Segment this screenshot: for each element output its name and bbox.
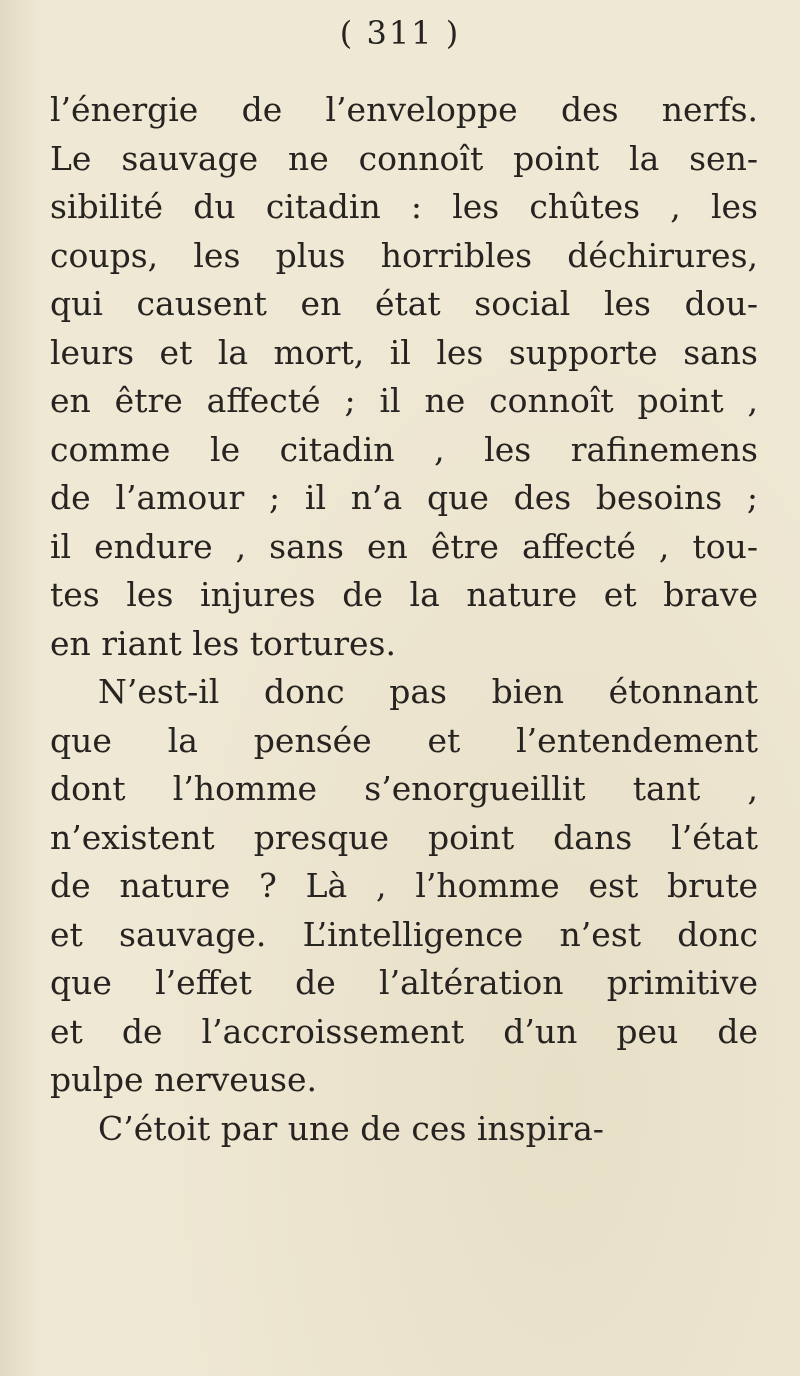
text-line: pulpe nerveuse. — [50, 1060, 318, 1099]
text-line: il endure , sans en être affecté , tou- — [50, 526, 758, 566]
text-line: coups, les plus horribles déchirures, — [50, 235, 758, 275]
text-line: et sauvage. L’intelligence n’est donc — [50, 914, 758, 954]
body-text — [50, 86, 758, 1153]
text-line: et de l’accroissement d’un peu de — [50, 1011, 758, 1051]
text-line: C’étoit par une de ces inspira- — [98, 1108, 604, 1148]
page-number: ( 311 ) — [339, 14, 461, 52]
text-line: dont l’homme s’enorgueillit tant , — [50, 769, 758, 808]
text-line: que la pensée et l’entendement — [50, 720, 758, 760]
text-line: en être affecté ; il ne connoît point , — [50, 381, 758, 420]
text-line: n’existent presque point dans l’état — [50, 817, 758, 857]
text-line: de l’amour ; il n’a que des besoins ; — [50, 478, 758, 517]
text-line: qui causent en état social les dou- — [50, 284, 758, 323]
text-line: comme le citadin , les rafinemens — [50, 429, 758, 469]
text-line: leurs et la mort, il les supporte sans — [50, 332, 758, 372]
text-line: N’est-il donc pas bien étonnant — [98, 672, 758, 711]
text-line: tes les injures de la nature et brave — [50, 575, 758, 614]
text-line: Le sauvage ne connoît point la sen- — [50, 138, 758, 178]
text-line: que l’effet de l’altération primitive — [50, 963, 758, 1002]
text-line: de nature ? Là , l’homme est brute — [50, 866, 758, 905]
text-line: sibilité du citadin : les chûtes , les — [50, 187, 758, 226]
text-line: l’énergie de l’enveloppe des nerfs. — [50, 90, 758, 129]
text-line: en riant les tortures. — [50, 623, 396, 663]
